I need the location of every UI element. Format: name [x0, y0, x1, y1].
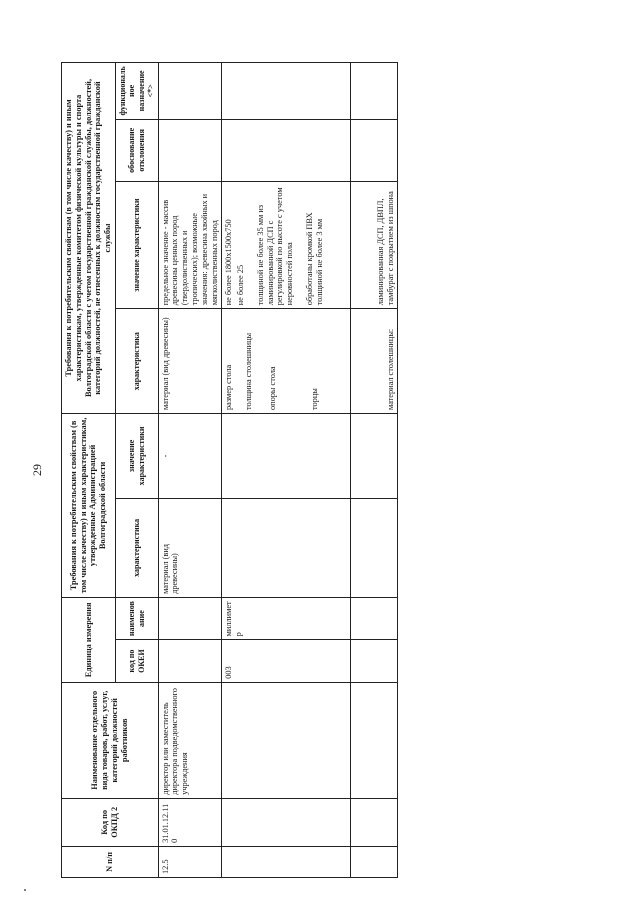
dims-unit-name: миллиметр	[222, 597, 351, 639]
empty-cell	[222, 63, 351, 120]
empty-cell	[351, 597, 398, 639]
empty-cell	[351, 798, 398, 846]
dims-value-edges: обработаны кромкой ПВХ толщиной не более 3 мм	[305, 212, 324, 306]
scan-dot	[24, 889, 26, 891]
empty-cell	[222, 798, 351, 846]
empty-cell	[351, 119, 398, 181]
dims-values-cell	[222, 181, 351, 308]
header-n: N п/п	[62, 846, 159, 877]
dims-char-size: размер стола	[224, 364, 234, 410]
dims-char-supports: опоры стола	[267, 366, 277, 410]
row-number: 12.5	[158, 846, 222, 877]
header-unit: Единица измерения	[62, 597, 116, 682]
materials-value: ламинированная ДСП, ДВПЛ, тамбурат с покрытием из шпона	[351, 181, 398, 308]
dims-char-edges: торцы	[309, 388, 319, 410]
empty-cell	[222, 119, 351, 181]
header-okpd: Код по ОКПД 2	[62, 798, 159, 846]
header-com-func: функциональное назначение <*>	[115, 63, 158, 120]
empty-cell	[222, 682, 351, 798]
empty-cell	[351, 413, 398, 498]
dims-value-supports: толщиной не более 35 мм из ламинированной ДСП с регулировкой по высоте с учетом неровностей пола	[255, 187, 295, 306]
dims-chars-cell	[222, 309, 351, 414]
header-unit-code: код по ОКЕИ	[115, 640, 158, 682]
row-admin-char: материал (вид древесины)	[158, 498, 222, 597]
row-okpd: 31.01.12.110	[158, 798, 222, 846]
row-name: директор или заместитель директора подведомственного учреждения	[158, 682, 222, 798]
row-com-char: материал (вид древесины)	[158, 309, 222, 414]
dims-value-size: не более 1800х1500х750	[224, 219, 234, 306]
empty-cell	[222, 846, 351, 877]
header-req-admin: Требования к потребительским свойствам (в том числе качеству) и иным характеристикам, утвержденные Администрацией Волгоградской области	[62, 413, 116, 597]
empty-cell	[351, 63, 398, 120]
header-admin-value: значение характеристики	[115, 413, 158, 498]
header-req-committee: Требования к потребительским свойствам (в том числе качеству) и иным характеристикам, утвержденные комитетом физической культуры и спорта Волгоградской области с учетом государственной гражданской службы, должностей, категорий должностей, не отнесенных к должностям государственной гражданской службы	[62, 63, 116, 414]
rotated-table-wrapper	[61, 62, 589, 878]
row-com-reason	[158, 119, 222, 181]
header-unit-name: наименование	[115, 597, 158, 639]
row-unit-code	[158, 640, 222, 682]
materials-char: материал столешницы:	[351, 309, 398, 414]
empty-cell	[351, 846, 398, 877]
row-admin-value: -	[158, 413, 222, 498]
header-com-value: значение характеристики	[115, 181, 158, 308]
dims-value-thickness: не более 25	[236, 264, 246, 306]
dims-char-thickness: толщина столешницы	[244, 332, 254, 410]
row-com-value: предельное значение - массив древесины ценных пород (твердолиственных и тропических); возможные значения: древесина хвойных и мягколиственных пород	[158, 181, 222, 308]
header-com-reason: обоснование отклонения	[115, 119, 158, 181]
header-admin-char: характеристика	[115, 498, 158, 597]
empty-cell	[222, 413, 351, 498]
empty-cell	[222, 498, 351, 597]
empty-cell	[351, 682, 398, 798]
table-row	[158, 63, 222, 878]
dims-unit-code: 003	[222, 640, 351, 682]
header-com-char: характеристика	[115, 309, 158, 414]
row-com-func	[158, 63, 222, 120]
table-row	[222, 63, 351, 878]
page-number: 29	[30, 464, 44, 476]
requirements-table	[61, 62, 398, 878]
header-name: Наименование отдельного вида товаров, работ, услуг, категорий должностей работников	[62, 682, 159, 798]
empty-cell	[351, 498, 398, 597]
table-row	[351, 63, 398, 878]
row-unit-name	[158, 597, 222, 639]
empty-cell	[351, 640, 398, 682]
